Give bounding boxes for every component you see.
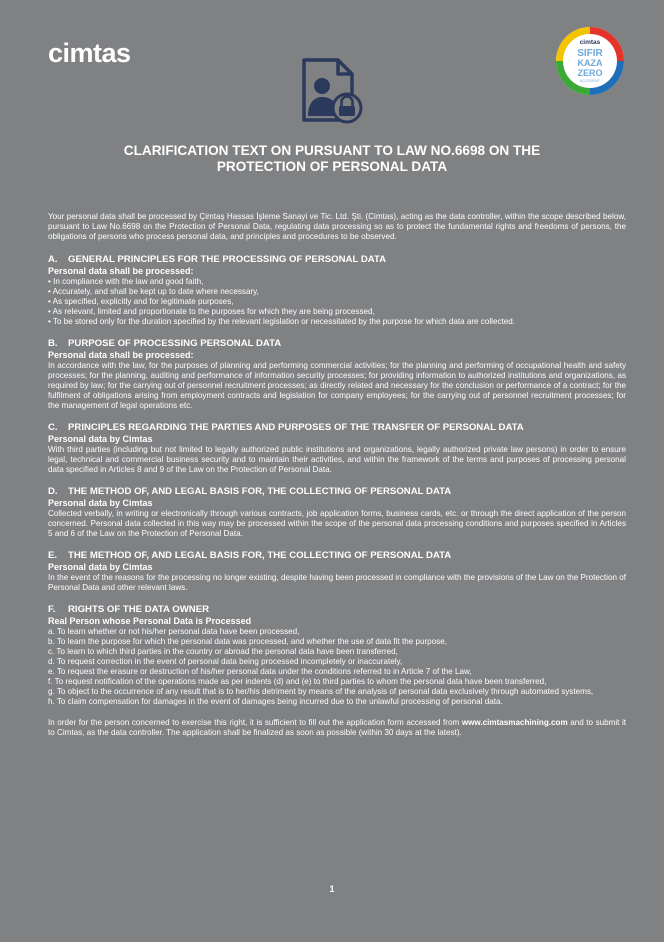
list-item: • Accurately, and shall be kept up to date where necessary, — [48, 286, 259, 296]
footer-paragraph — [48, 718, 626, 738]
list-item: • To be stored only for the duration specified by the relevant legislation or necessitated by the purpose for which data are collected. — [48, 317, 516, 327]
section-letter: B. — [48, 338, 58, 350]
footer-text-before: In order for the person concerned to exercise this right, it is sufficient to fill out the application form accessed from — [48, 718, 462, 728]
list-item: b. To learn the purpose for which the personal data was processed, and whether the use of data fit the purpose, — [48, 636, 447, 646]
badge-line1: SIFIR — [577, 48, 603, 59]
list-item: c. To learn to which third parties in the country or abroad the personal data have been transferred, — [48, 646, 398, 656]
section-letter: C. — [48, 422, 58, 434]
section-letter: F. — [48, 603, 56, 615]
section-text: Collected verbally, in writing or electronically through various contracts, job application forms, business cards, etc. or through the direct application of the person concerned. Personal data collected in this way may be processed within the scope of the personal data processing conditions and purposes specified in Articles 5 and 6 of the Law on the Protection of Personal Data. — [48, 508, 626, 539]
section-b — [48, 338, 626, 411]
section-heading — [48, 550, 626, 562]
document-lock-icon — [298, 56, 366, 124]
list-item: • As relevant, limited and proportionate to the purposes for which they are being processed, — [48, 307, 375, 317]
section-subheading: Personal data shall be processed: — [48, 349, 194, 360]
list-item: • As specified, explicitly and for legitimate purposes, — [48, 297, 234, 307]
document-body — [48, 212, 626, 738]
title-line-2: PROTECTION OF PERSONAL DATA — [216, 159, 448, 174]
list-item: g. To object to the occurrence of any result that is to her/his detriment by means of the analysis of personal data exclusively through automated systems, — [48, 687, 594, 697]
section-a — [48, 254, 626, 327]
section-heading — [48, 422, 626, 434]
badge-line3: ZERO — [577, 68, 603, 78]
section-title: RIGHTS OF THE DATA OWNER — [68, 603, 210, 615]
list-item: e. To request the erasure or destruction of his/her personal data under the conditions referred to in Article 7 of the Law, — [48, 666, 472, 676]
section-subheading: Personal data by Cimtas — [48, 497, 153, 508]
page-number: 1 — [329, 884, 335, 894]
section-title: THE METHOD OF, AND LEGAL BASIS FOR, THE COLLECTING OF PERSONAL DATA — [68, 550, 452, 562]
section-text: In accordance with the law, for the purposes of planning and performing commercial activities; for the planning and performing of occupational health and safety processes; for the planning, auditing and performance of information security processes; for providing information to authorized institutions and organizations, as required by law; for the carrying out of personnel recruitment processes; as directly related and necessary for the conclusion or performance of a contract; for the fulfilment of obligations arising from employment contracts and legislation for company employees; for the carrying out of personnel recruitment processes; for the management of legal operations etc. — [48, 360, 626, 411]
section-text: With third parties (including but not limited to legally authorized public institutions and organizations, legally authorized private law persons) in order to ensure legal, technical and commercial business security and to maintain their activities, and within the framework of the terms and purposes of processing personal data specified in Articles 8 and 9 of the Law on the Protection of Personal Data. — [48, 445, 626, 475]
section-title: PURPOSE OF PROCESSING PERSONAL DATA — [68, 338, 282, 350]
section-subheading: Personal data shall be processed: — [48, 265, 194, 276]
section-letter: E. — [48, 550, 58, 562]
section-f — [48, 604, 626, 707]
footer-text-after: and to submit it to Cimtas, as the data controller. The application shall be finalized as soon as possible (within 30 days at the latest). — [48, 718, 627, 738]
section-letter: A. — [48, 254, 58, 266]
list-item: h. To claim compensation for damages in the event of damages being incurred due to the unlawful processing of personal data. — [48, 697, 503, 707]
badge-line2: KAZA — [577, 58, 603, 68]
zero-accident-badge — [555, 26, 625, 96]
section-subheading: Personal data by Cimtas — [48, 561, 153, 572]
section-title: THE METHOD OF, AND LEGAL BASIS FOR, THE COLLECTING OF PERSONAL DATA — [68, 486, 452, 498]
list-item: • In compliance with the law and good faith, — [48, 276, 204, 286]
principles-list — [48, 277, 626, 327]
section-title: PRINCIPLES REGARDING THE PARTIES AND PURPOSES OF THE TRANSFER OF PERSONAL DATA — [68, 422, 524, 434]
section-heading — [48, 254, 626, 266]
section-d — [48, 486, 626, 539]
section-letter: D. — [48, 486, 58, 498]
list-item: d. To request correction in the event of personal data being processed incompletely or inaccurately, — [48, 656, 403, 666]
section-heading — [48, 486, 626, 498]
section-title: GENERAL PRINCIPLES FOR THE PROCESSING OF PERSONAL DATA — [68, 254, 387, 266]
section-subheading: Personal data by Cimtas — [48, 434, 153, 444]
badge-brand: cimtas — [579, 39, 601, 46]
section-text: In the event of the reasons for the processing no longer existing, despite having been processed in compliance with the provisions of the Law on the Protection of Personal Data and other relevant laws. — [48, 572, 626, 592]
page-title — [60, 143, 604, 175]
intro-paragraph: Your personal data shall be processed by Çimtaş Hassas İşleme Sanayi ve Tic. Ltd. Şti. (Cimtas), acting as the data controller, within the scope described below, pursuant to Law No.6698 on the Protection of Personal Data, regulating data processing so as to protect the fundamental rights and freedoms of persons, the obligations of persons who process personal data, and principles and procedures to be observed. — [48, 212, 626, 242]
section-heading — [48, 338, 626, 350]
section-heading — [48, 604, 626, 616]
badge-line4: ACCIDENT — [579, 78, 601, 83]
list-item: a. To learn whether or not his/her personal data have been processed, — [48, 626, 300, 636]
section-e — [48, 550, 626, 593]
company-logo: cimtas — [48, 38, 131, 68]
website-link[interactable]: www.cimtasmachining.com — [461, 718, 568, 728]
rights-list — [48, 627, 626, 708]
list-item: f. To request notification of the operations made as per indents (d) and (e) to third parties to whom the personal data have been transferred, — [48, 677, 547, 686]
section-c — [48, 422, 626, 475]
title-line-1: CLARIFICATION TEXT ON PURSUANT TO LAW NO.6698 ON THE — [123, 143, 541, 158]
section-subheading: Real Person whose Personal Data is Processed — [48, 615, 252, 626]
